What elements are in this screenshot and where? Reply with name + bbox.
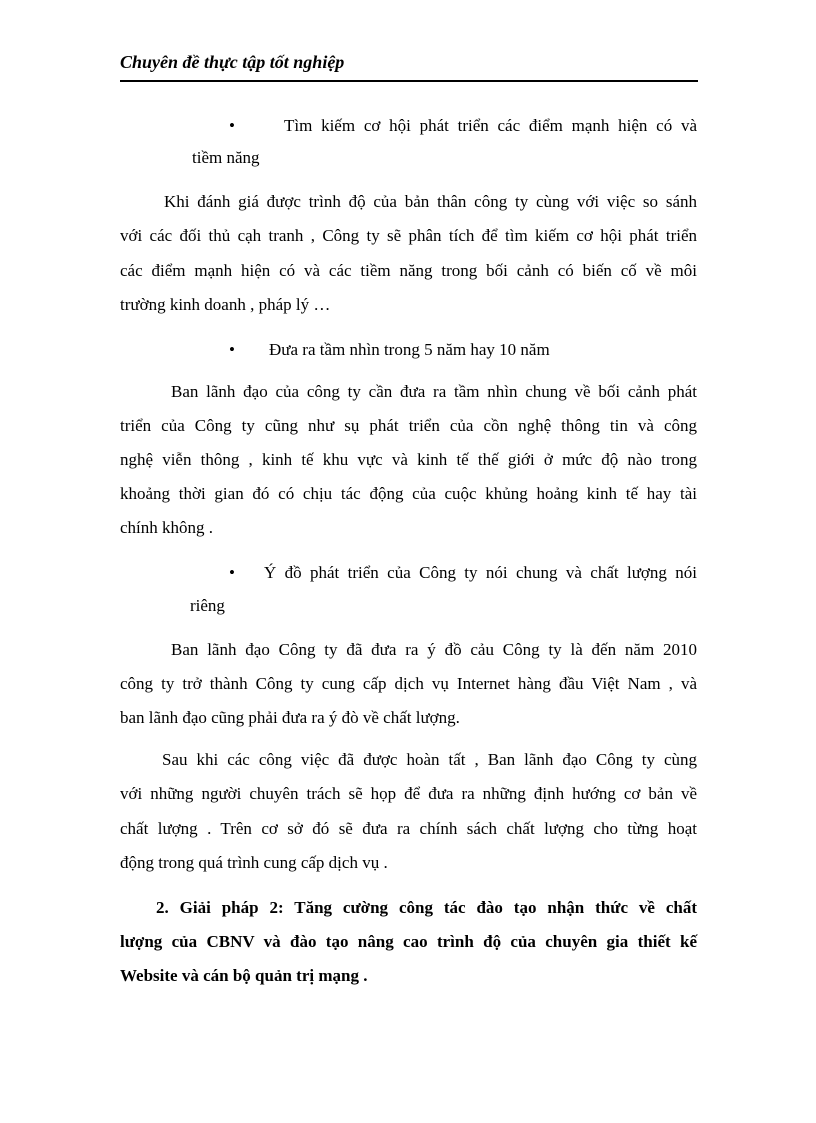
bullet-icon: • [229, 563, 235, 582]
p1-line-4: trường kinh doanh , pháp lý … [120, 295, 331, 314]
bullet-1-line-1: Tìm kiếm cơ hội phát triển các điểm mạnh hiện có và [284, 116, 697, 135]
p2-line-2: triển của Công ty cũng như sụ phát triển của cồn nghệ thông tin và công [120, 416, 697, 435]
p2-line-3: nghệ viễn thông , kinh tế khu vực và kinh tế thế giới ở mức độ nào trong [120, 450, 697, 469]
section-heading-line-3: Website và cán bộ quản trị mạng . [120, 966, 368, 985]
bullet-3-line-2: riêng [190, 596, 225, 615]
section-heading-line-2: lượng của CBNV và đào tạo nâng cao trình độ của chuyên gia thiết kế [120, 932, 697, 951]
p1-line-2: với các đối thủ cạh tranh , Công ty sẽ phân tích để tìm kiếm cơ hội phát triển [120, 226, 697, 245]
bullet-1-line-2: tiềm năng [192, 148, 260, 167]
bullet-icon: • [229, 116, 235, 135]
p2-line-5: chính không . [120, 518, 214, 537]
bullet-icon: • [229, 340, 235, 359]
p2-line-1: Ban lãnh đạo của công ty cần đưa ra tầm nhìn chung về bối cảnh phát [171, 382, 697, 401]
page-header [120, 50, 698, 82]
p3-line-3: ban lãnh đạo cũng phải đưa ra ý đò về chất lượng. [120, 708, 460, 727]
p1-line-1: Khi đánh giá được trình độ của bản thân công ty cùng với việc so sánh [164, 192, 697, 211]
bullet-3-line-1: Ý đồ phát triển của Công ty nói chung và chất lượng nói [264, 563, 697, 582]
p1-line-3: các điểm mạnh hiện có và các tiềm năng trong bối cảnh có biến cố về môi [120, 261, 697, 280]
p4-line-2: với những người chuyên trách sẽ họp để đưa ra những định hướng cơ bản về [120, 784, 697, 803]
p3-line-2: công ty trở thành Công ty cung cấp dịch vụ Internet hàng đầu Việt Nam , và [120, 674, 697, 693]
p4-line-4: động trong quá trình cung cấp dịch vụ . [120, 853, 388, 872]
p3-line-1: Ban lãnh đạo Công ty đã đưa ra ý đồ cảu Công ty là đến năm 2010 [171, 640, 697, 659]
p4-line-3: chất lượng . Trên cơ sở đó sẽ đưa ra chính sách chất lượng cho từng hoạt [120, 819, 697, 838]
bullet-2-line-1: Đưa ra tầm nhìn trong 5 năm hay 10 năm [269, 340, 550, 359]
p4-line-1: Sau khi các công việc đã được hoàn tất , Ban lãnh đạo Công ty cùng [162, 750, 697, 769]
header-title: Chuyên đề thực tập tốt nghiệp [120, 52, 345, 72]
p2-line-4: khoảng thời gian đó có chịu tác động của cuộc khủng hoảng kinh tế hay tài [120, 484, 697, 503]
section-heading-line-1: 2. Giải pháp 2: Tăng cường công tác đào tạo nhận thức về chất [156, 898, 697, 917]
